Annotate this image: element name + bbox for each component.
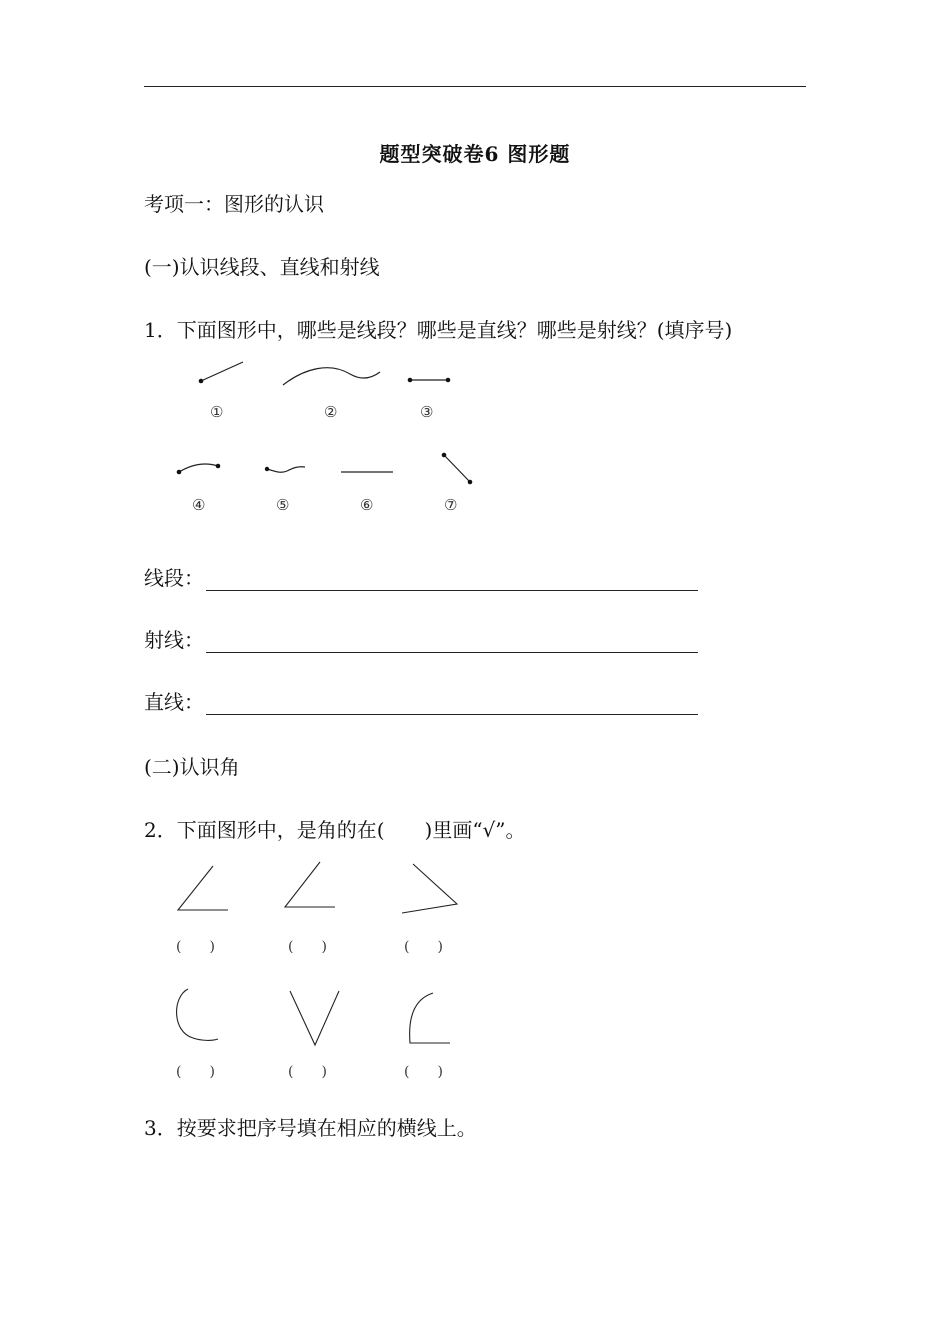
answer-parentheses[interactable]: ( )	[176, 1064, 215, 1080]
figure-label: ①	[210, 403, 224, 421]
figure-3-segment	[408, 378, 451, 383]
figure-2-curve	[283, 368, 380, 385]
figure-1-ray	[199, 362, 243, 383]
answer-parentheses[interactable]: ( )	[176, 939, 215, 955]
figure-4-arc	[177, 464, 221, 475]
page-title: 题型突破卷6 图形题	[379, 142, 571, 166]
figure-5-wave	[265, 467, 305, 473]
figure-label: ⑦	[444, 496, 458, 514]
question-1: 1．下面图形中，哪些是线段？哪些是直线？哪些是射线？(填序号)	[144, 318, 733, 342]
subsection-lines: (一)认识线段、直线和射线	[144, 255, 380, 279]
answer-label: 线段：	[144, 566, 204, 590]
question-2: 2．下面图形中，是角的在( )里画“√”。	[144, 818, 526, 842]
answer-row-line	[144, 686, 698, 715]
figure-label: ②	[324, 403, 338, 421]
figure-label: ③	[420, 403, 434, 421]
arc-figure-c	[177, 989, 218, 1040]
answer-parentheses[interactable]: ( )	[404, 939, 443, 955]
figure-label: ⑥	[360, 496, 374, 514]
arc-figure-quarter	[410, 993, 450, 1043]
angle-figure-2	[285, 862, 335, 907]
angle-figure-v	[290, 991, 339, 1045]
answer-blank[interactable]	[206, 692, 698, 715]
answer-label: 射线：	[144, 628, 204, 652]
question-3: 3．按要求把序号填在相应的横线上。	[144, 1116, 477, 1140]
answer-parentheses[interactable]: ( )	[404, 1064, 443, 1080]
figure-label: ④	[192, 496, 206, 514]
figure-label: ⑤	[276, 496, 290, 514]
angle-figure-1	[178, 866, 228, 910]
answer-parentheses[interactable]: ( )	[288, 939, 327, 955]
figure-7-segment	[442, 453, 473, 485]
answer-blank[interactable]	[206, 630, 698, 653]
angle-figure-3	[402, 864, 457, 913]
answer-row-segment	[144, 562, 698, 591]
section-heading: 考项一：图形的认识	[144, 192, 324, 216]
answer-label: 直线：	[144, 690, 204, 714]
answer-row-ray	[144, 624, 698, 653]
subsection-angles: (二)认识角	[144, 755, 240, 779]
answer-parentheses[interactable]: ( )	[288, 1064, 327, 1080]
answer-blank[interactable]	[206, 568, 698, 591]
